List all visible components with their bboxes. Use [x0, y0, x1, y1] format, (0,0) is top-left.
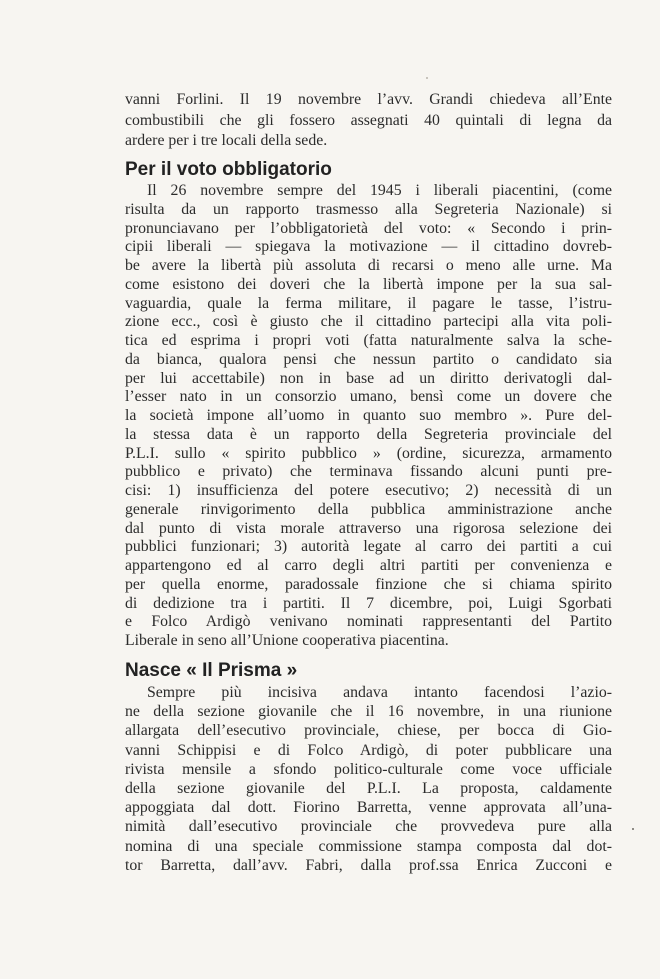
text-line: per lui accettabile) non in base ad un diritto derivatogli dal-	[125, 369, 612, 387]
text-line: cipii liberali — spiegava la motivazione — il cittadino dovreb-	[125, 238, 612, 256]
section-heading-nasce-il-prisma: Nasce « Il Prisma »	[125, 660, 298, 681]
text-line: dal punto di vista morale attraverso una rigorosa selezione dei	[125, 519, 612, 537]
text-line: vaguardia, quale la ferma militare, il pagare le tasse, l’istru-	[125, 294, 612, 312]
text-line: combustibili che gli fossero assegnati 40 quintali di legna da	[125, 111, 612, 129]
text-line: e Folco Ardigò venivano nominati rappresentanti del Partito	[125, 613, 612, 631]
text-line: pubblico e privato) che terminava fissando alcuni punti pre-	[125, 463, 612, 481]
text-line: pronunciavano per l’obbligatorietà del voto: « Secondo i prin-	[125, 219, 612, 237]
text-line: vanni Schippisi e di Folco Ardigò, di poter pubblicare una	[125, 741, 612, 759]
section-heading-voto-obbligatorio: Per il voto obbligatorio	[125, 159, 332, 180]
text-line: appartengono ed al carro degli altri partiti per convenienza e	[125, 557, 612, 574]
section-paragraph-nasce-il-prisma	[125, 683, 612, 875]
text-line: rivista mensile a sfondo politico-culturale come voce ufficiale	[125, 760, 612, 778]
text-line: di dedizione tra i partiti. Il 7 dicembre, poi, Luigi Sgorbati	[125, 594, 612, 612]
text-line: nimità dall’esecutivo provinciale che provvedeva pure alla	[125, 818, 612, 836]
text-line: be avere la libertà più assoluta di recarsi o meno alle urne. Ma	[125, 257, 612, 274]
text-line: tor Barretta, dall’avv. Fabri, dalla prof.ssa Enrica Zucconi e	[125, 856, 612, 874]
text-line: l’esser nato in un consorzio umano, bensì come un dovere che	[125, 388, 612, 406]
text-line: da bianca, qualora pensi che nessun partito o candidato sia	[125, 350, 612, 368]
text-line: nomina di una speciale commissione stampa composta dal dot-	[125, 837, 612, 855]
text-line: pubblici funzionari; 3) autorità legate al carro dei partiti a cui	[125, 538, 612, 556]
text-line: per quella enorme, paradossale finzione che si chiama spirito	[125, 575, 612, 593]
continuation-paragraph	[125, 90, 612, 152]
text-line: appoggiata dal dott. Fiorino Barretta, venne approvata all’una-	[125, 799, 612, 817]
text-line: la stessa data è un rapporto della Segreteria provinciale del	[125, 425, 612, 443]
text-line: Sempre più incisiva andava intanto facendosi l’azio-	[147, 684, 612, 701]
text-line: vanni Forlini. Il 19 novembre l’avv. Grandi chiedeva all’Ente	[125, 91, 612, 108]
text-line: Liberale in seno all’Unione cooperativa piacentina.	[125, 632, 449, 649]
text-line: Il 26 novembre sempre del 1945 i liberali piacentini, (come	[147, 182, 612, 199]
text-line: risulta da un rapporto trasmesso alla Segreteria Nazionale) si	[125, 200, 612, 218]
scan-speck	[426, 77, 428, 79]
text-line: generale rinvigorimento della pubblica amministrazione anche	[125, 500, 612, 518]
text-line: allargata dell’esecutivo provinciale, chiese, per bocca di Gio-	[125, 722, 612, 740]
text-line: cisi: 1) insufficienza del potere esecutivo; 2) necessità di un	[125, 482, 612, 499]
text-line: tica ed esprima i propri voti (fatta naturalmente salva la sche-	[125, 332, 612, 349]
text-line: della sezione giovanile del P.L.I. La proposta, caldamente	[125, 780, 612, 798]
section-paragraph-voto-obbligatorio	[125, 182, 612, 651]
text-line: la società impone all’uomo in quanto suo membro ». Pure del-	[125, 407, 612, 424]
text-line: ne della sezione giovanile che il 16 novembre, in una riunione	[125, 703, 612, 721]
text-line: come esistono dei doveri che la libertà impone per la sua sal-	[125, 275, 612, 293]
text-line: ardere per i tre locali della sede.	[125, 132, 328, 149]
scan-speck	[632, 828, 634, 830]
text-line: P.L.I. sullo « spirito pubblico » (ordine, sicurezza, armamento	[125, 444, 612, 462]
text-line: zione ecc., così è giusto che il cittadino partecipi alla vita poli-	[125, 313, 612, 331]
